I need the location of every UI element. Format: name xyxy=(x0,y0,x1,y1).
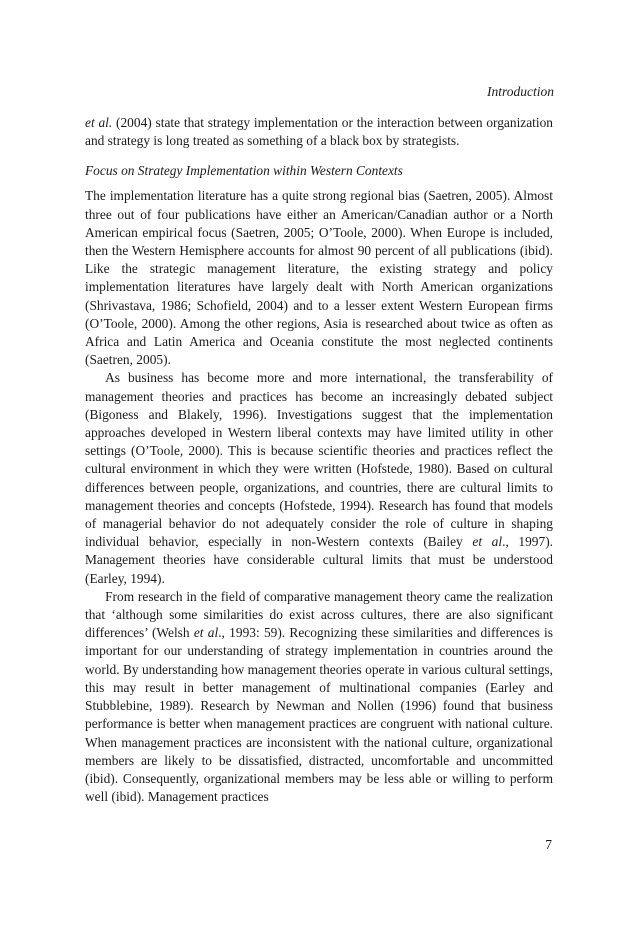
paragraph-3-text-b: ., 1993: 59). Recognizing these similarities and differences is important for our understanding of strategy implementation in countries around the world. By understanding how management theories operate in various cultural settings, this may result in better management of multinational companies (Earley and Stubblebine, 1989). Research by Newman and Nollen (1996) found that business performance is better when management practices are congruent with national culture. When management practices are inconsistent with the national culture, organizational members are likely to be dissatisfied, distracted, uncomfortable and uncommitted (ibid). Consequently, organizational members may be less able or willing to perform well (ibid). Management practices xyxy=(85,625,553,805)
body-paragraph-2 xyxy=(85,369,553,587)
section-heading: Focus on Strategy Implementation within Western Contexts xyxy=(85,163,403,179)
paragraph-3-italic: et al xyxy=(193,625,219,641)
paragraph-2-text-b: ., 1997). Management theories have considerable cultural limits that must be understood (Earley, 1994). xyxy=(85,534,553,586)
paragraph-2-italic: et al xyxy=(472,534,503,550)
body-paragraph-3 xyxy=(85,588,553,806)
page-number: 7 xyxy=(545,837,552,852)
intro-text: (2004) state that strategy implementation or the interaction between organization and strategy is long treated as something of a black box by strategists. xyxy=(85,115,554,149)
paragraph-2-text-a: As business has become more and more international, the transferability of management theories and practices has become an increasingly debated subject (Bigoness and Blakely, 1996). Investigations suggest that the implementation approaches developed in Western liberal contexts may have limited utility in other settings (O’Toole, 2000). This is because scientific theories and practices reflect the cultural environment in which they were written (Hofstede, 1980). Based on cultural differences between people, organizations, and countries, there are cultural limits to management theories and concepts (Hofstede, 1994). Research has found that models of managerial behavior do not adequately consider the role of culture in shaping individual behavior, especially in non-Western contexts (Bailey xyxy=(85,370,553,550)
body-paragraph-1: The implementation literature has a quite strong regional bias (Saetren, 2005). Almost three out of four publications have either an American/Canadian author or a North American empirical focus (Saetren, 2005; O’Toole, 2000). When Europe is included, then the Western Hemisphere accounts for almost 90 percent of all publications (ibid). Like the strategic management literature, the existing strategy and policy implementation literatures have largely dealt with North American organizations (Shrivastava, 1986; Schofield, 2004) and to a lesser extent Western European firms (O’Toole, 2000). Among the other regions, Asia is researched about twice as often as Africa and Latin America and Oceania constitute the most neglected continents (Saetren, 2005). xyxy=(85,188,553,368)
intro-lead-italic: et al. xyxy=(85,115,113,130)
page-body xyxy=(85,114,553,806)
intro-paragraph xyxy=(85,114,553,150)
running-header: Introduction xyxy=(487,84,554,99)
paragraph-3-text-a: From research in the field of comparative management theory came the realization that ‘although some similarities do exist across cultures, there are also significant differences’ (Welsh xyxy=(85,588,553,641)
